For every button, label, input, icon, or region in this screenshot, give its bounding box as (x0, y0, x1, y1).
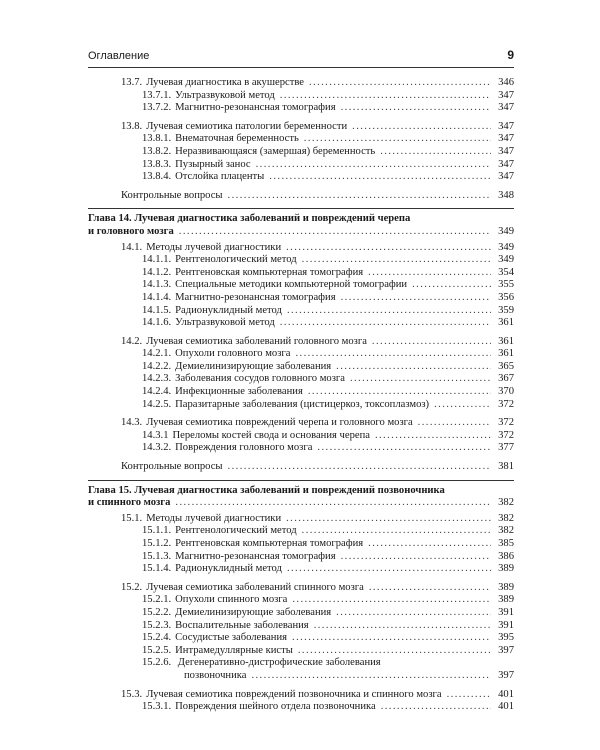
toc-entry-15-1-1[interactable]: 15.1.1. Рентгенологический метод ..... 382 (88, 525, 514, 538)
toc-entry-15-1-4[interactable]: 15.1.4. Радионуклидный метод ..... 389 (88, 563, 514, 576)
toc-entry-14-2-1[interactable]: 14.2.1. Опухоли головного мозга ..... 361 (88, 348, 514, 361)
leader-dots (308, 386, 491, 399)
leader-dots (341, 551, 491, 564)
leader-dots (228, 461, 491, 474)
toc-entry-14-2-5[interactable]: 14.2.5. Паразитарные заболевания (цистицеркоз, токсоплазмоз) ..... 372 (88, 399, 514, 412)
leader-dots (309, 77, 491, 90)
toc-entry-15-2-1[interactable]: 15.2.1. Опухоли спинного мозга ..... 389 (88, 594, 514, 607)
toc-entry-control-questions-14[interactable]: Контрольные вопросы ..... 381 (88, 461, 514, 474)
toc-entry-14-1-2[interactable]: 14.1.2. Рентгеновская компьютерная томография ..... 354 (88, 267, 514, 280)
leader-dots (336, 607, 491, 620)
toc-entry-14-3[interactable]: 14.3. Лучевая семиотика повреждений черепа и головного мозга ..... 372 (88, 417, 514, 430)
leader-dots (302, 525, 491, 538)
leader-dots (175, 497, 491, 510)
leader-dots (295, 348, 491, 361)
leader-dots (298, 645, 491, 658)
leader-dots (292, 594, 491, 607)
toc-entry-14-1-1[interactable]: 14.1.1. Рентгенологический метод ..... 349 (88, 254, 514, 267)
leader-dots (372, 336, 491, 349)
leader-dots (350, 373, 491, 386)
leader-dots (280, 317, 491, 330)
leader-dots (434, 399, 491, 412)
header-page-number: 9 (507, 48, 514, 62)
toc-entry-13-7-2[interactable]: 13.7.2. Магнитно-резонансная томография ..... 347 (88, 102, 514, 115)
toc-entry-15-2-4[interactable]: 15.2.4. Сосудистые заболевания ..... 395 (88, 632, 514, 645)
header-title: Оглавление (88, 50, 150, 62)
toc-entry-14-2-2[interactable]: 14.2.2. Демиелинизирующие заболевания ..... 365 (88, 361, 514, 374)
toc-entry-14-3-2[interactable]: 14.3.2. Повреждения головного мозга ..... 377 (88, 442, 514, 455)
toc-entry-13-8-3[interactable]: 13.8.3. Пузырный занос ..... 347 (88, 159, 514, 172)
leader-dots (251, 670, 491, 683)
leader-dots (292, 632, 491, 645)
leader-dots (256, 159, 491, 172)
toc-entry-14-2-4[interactable]: 14.2.4. Инфекционные заболевания ..... 370 (88, 386, 514, 399)
toc-entry-15-2[interactable]: 15.2. Лучевая семиотика заболеваний спинного мозга ..... 389 (88, 582, 514, 595)
toc-entry-15-1-3[interactable]: 15.1.3. Магнитно-резонансная томография ..... 386 (88, 551, 514, 564)
leader-dots (368, 267, 491, 280)
leader-dots (368, 538, 491, 551)
toc-entry-control-questions-13[interactable]: Контрольные вопросы ..... 348 (88, 190, 514, 203)
toc-chapter-15[interactable]: Глава 15. Лучевая диагностика заболеваний и повреждений позвоночника и спинного мозга ..... 382 (88, 485, 514, 510)
leader-dots (302, 254, 491, 267)
leader-dots (287, 563, 491, 576)
leader-dots (228, 190, 491, 203)
toc-entry-14-2[interactable]: 14.2. Лучевая семиотика заболеваний головного мозга ..... 361 (88, 336, 514, 349)
leader-dots (369, 582, 491, 595)
leader-dots (447, 689, 491, 702)
leader-dots (269, 171, 491, 184)
leader-dots (341, 102, 491, 115)
toc-entry-15-2-6[interactable]: 15.2.6. Дегенеративно-дистрофические заболевания позвоночника ..... 397 (88, 657, 514, 682)
leader-dots (381, 701, 491, 714)
toc-chapter-14[interactable]: Глава 14. Лучевая диагностика заболеваний и повреждений черепа и головного мозга ..... 349 (88, 213, 514, 238)
toc-entry-13-8-2[interactable]: 13.8.2. Неразвивающаяся (замершая) беременность ..... 347 (88, 146, 514, 159)
leader-dots (317, 442, 491, 455)
toc-entry-13-7[interactable]: 13.7. Лучевая диагностика в акушерстве ..... 346 (88, 77, 514, 90)
toc-entry-15-2-3[interactable]: 15.2.3. Воспалительные заболевания ..... 391 (88, 620, 514, 633)
leader-dots (380, 146, 491, 159)
leader-dots (179, 226, 491, 239)
leader-dots (341, 292, 491, 305)
toc-entry-15-3[interactable]: 15.3. Лучевая семиотика повреждений позвоночника и спинного мозга ..... 401 (88, 689, 514, 702)
chapter-divider (88, 208, 514, 209)
toc-entry-14-2-3[interactable]: 14.2.3. Заболевания сосудов головного мозга ..... 367 (88, 373, 514, 386)
toc-entry-13-8-1[interactable]: 13.8.1. Внематочная беременность ..... 347 (88, 133, 514, 146)
toc-entry-15-2-2[interactable]: 15.2.2. Демиелинизирующие заболевания ..... 391 (88, 607, 514, 620)
toc-entry-14-1-3[interactable]: 14.1.3. Специальные методики компьютерной томографии ..... 355 (88, 279, 514, 292)
chapter-divider (88, 480, 514, 481)
toc-entry-13-8-4[interactable]: 13.8.4. Отслойка плаценты ..... 347 (88, 171, 514, 184)
toc-entry-14-1-4[interactable]: 14.1.4. Магнитно-резонансная томография ..... 356 (88, 292, 514, 305)
toc-entry-14-1-5[interactable]: 14.1.5. Радионуклидный метод ..... 359 (88, 305, 514, 318)
leader-dots (286, 513, 491, 526)
toc-entry-15-3-1[interactable]: 15.3.1. Повреждения шейного отдела позвоночника ..... 401 (88, 701, 514, 714)
leader-dots (412, 279, 491, 292)
toc-entry-14-1[interactable]: 14.1. Методы лучевой диагностики ..... 349 (88, 242, 514, 255)
toc-entry-15-1-2[interactable]: 15.1.2. Рентгеновская компьютерная томография ..... 385 (88, 538, 514, 551)
toc-entry-15-2-5[interactable]: 15.2.5. Интрамедуллярные кисты ..... 397 (88, 645, 514, 658)
table-of-contents (88, 77, 514, 714)
toc-entry-13-7-1[interactable]: 13.7.1. Ультразвуковой метод ..... 347 (88, 90, 514, 103)
leader-dots (287, 305, 491, 318)
toc-entry-15-1[interactable]: 15.1. Методы лучевой диагностики ..... 382 (88, 513, 514, 526)
leader-dots (352, 121, 491, 134)
running-header (88, 48, 514, 68)
leader-dots (286, 242, 491, 255)
leader-dots (314, 620, 491, 633)
leader-dots (375, 430, 491, 443)
toc-entry-13-8[interactable]: 13.8. Лучевая семиотика патологии беременности ..... 347 (88, 121, 514, 134)
leader-dots (418, 417, 491, 430)
leader-dots (336, 361, 491, 374)
leader-dots (280, 90, 491, 103)
leader-dots (304, 133, 491, 146)
toc-entry-14-3-1[interactable]: 14.3.1 Переломы костей свода и основания черепа ..... 372 (88, 430, 514, 443)
toc-entry-14-1-6[interactable]: 14.1.6. Ультразвуковой метод ..... 361 (88, 317, 514, 330)
